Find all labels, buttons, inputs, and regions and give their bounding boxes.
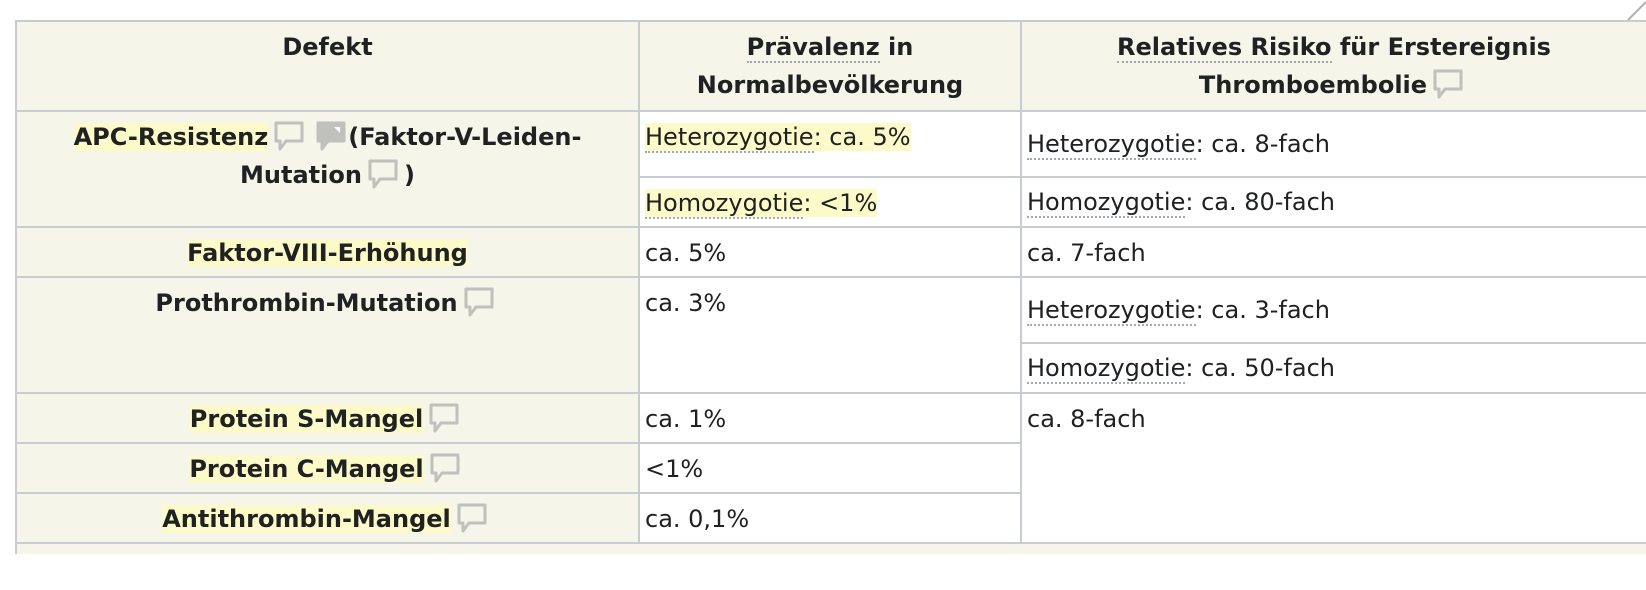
- speech-bubble-icon[interactable]: [428, 451, 462, 485]
- table-footer-cell: [16, 543, 1646, 554]
- header-risiko[interactable]: Relatives Risiko für Erstereignis Thromboembolie: [1021, 21, 1646, 111]
- speech-bubble-filled-icon[interactable]: [314, 119, 348, 153]
- homozygotie-link[interactable]: Homozygotie: [1027, 188, 1186, 216]
- defekt-protein-s: Protein S-Mangel: [16, 393, 639, 443]
- table-row: [16, 393, 1646, 443]
- speech-bubble-icon[interactable]: [366, 157, 400, 191]
- risk-prothrombin-hom: Homozygotie: ca. 50-fach: [1021, 343, 1646, 393]
- heterozygotie-link[interactable]: Heterozygotie: [1027, 296, 1196, 324]
- prev-faktor-viii: ca. 5%: [639, 227, 1021, 277]
- risk-apc-hom: Homozygotie: ca. 80-fach: [1021, 177, 1646, 227]
- speech-bubble-icon[interactable]: [272, 119, 306, 153]
- heterozygotie-link[interactable]: Heterozygotie: [645, 123, 814, 151]
- table-container: [15, 20, 1646, 554]
- table-footer-row: [16, 543, 1646, 554]
- defekt-protein-c: Protein C-Mangel: [16, 443, 639, 493]
- risk-faktor-viii: ca. 7-fach: [1021, 227, 1646, 277]
- header-defekt[interactable]: Defekt: [16, 21, 639, 111]
- header-praevalenz[interactable]: Prävalenz in Normalbevölkerung: [639, 21, 1021, 111]
- speech-bubble-icon[interactable]: [462, 285, 496, 319]
- table-row: [16, 111, 1646, 177]
- table-header-row: [16, 21, 1646, 111]
- defekt-apc-resistenz: APC-Resistenz (Faktor-V-Leiden- Mutation ): [16, 111, 639, 227]
- risk-apc-het: Heterozygotie: ca. 8-fach: [1021, 111, 1646, 177]
- table-row: [16, 277, 1646, 343]
- apc-resistenz-label: APC-Resistenz: [73, 123, 269, 151]
- prev-antithrombin: ca. 0,1%: [639, 493, 1021, 543]
- risk-protein-s-c-antithrombin: ca. 8-fach: [1021, 393, 1646, 543]
- praevalenz-link[interactable]: Prävalenz: [746, 33, 880, 61]
- heterozygotie-link[interactable]: Heterozygotie: [1027, 130, 1196, 158]
- resize-handle-icon[interactable]: [1624, 0, 1646, 22]
- defekt-antithrombin: Antithrombin-Mangel: [16, 493, 639, 543]
- prev-prothrombin: ca. 3%: [639, 277, 1021, 393]
- prev-apc-het: Heterozygotie: ca. 5%: [639, 111, 1021, 177]
- prev-protein-s: ca. 1%: [639, 393, 1021, 443]
- table-row: [16, 227, 1646, 277]
- prev-protein-c: <1%: [639, 443, 1021, 493]
- homozygotie-link[interactable]: Homozygotie: [645, 189, 804, 217]
- prev-apc-hom: Homozygotie: <1%: [639, 177, 1021, 227]
- homozygotie-link[interactable]: Homozygotie: [1027, 354, 1186, 382]
- relatives-risiko-link[interactable]: Relatives Risiko: [1117, 33, 1332, 61]
- speech-bubble-icon[interactable]: [455, 501, 489, 535]
- risk-prothrombin-het: Heterozygotie: ca. 3-fach: [1021, 277, 1646, 343]
- defekt-faktor-viii: Faktor-VIII-Erhöhung: [16, 227, 639, 277]
- speech-bubble-icon[interactable]: [427, 401, 461, 435]
- defekt-prothrombin: Prothrombin-Mutation: [16, 277, 639, 393]
- thrombophilia-table: [15, 20, 1646, 554]
- speech-bubble-icon[interactable]: [1431, 67, 1465, 101]
